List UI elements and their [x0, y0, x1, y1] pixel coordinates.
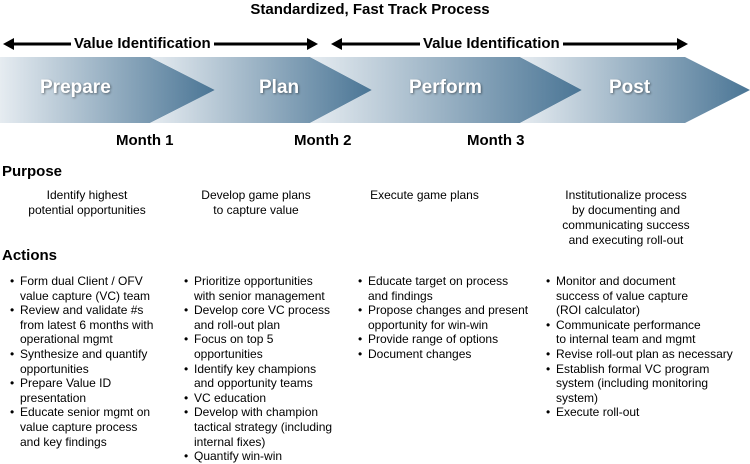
list-item: • Review and validate #s from latest 6 months with operational mgmt	[20, 303, 190, 347]
list-item: • Develop core VC process and roll-out plan	[194, 303, 369, 332]
purpose-prepare: Identify highest potential opportunities	[28, 188, 146, 217]
list-item: • Quantify win-win	[194, 449, 369, 464]
list-item: • Execute roll-out	[556, 405, 750, 420]
list-item: • Monitor and document success of value capture (ROI calculator)	[556, 274, 750, 318]
list-item: • Educate target on process and findings	[368, 274, 553, 303]
actions-list-plan	[181, 274, 369, 464]
actions-heading: Actions	[2, 247, 58, 264]
list-item: • Prepare Value ID presentation	[20, 376, 190, 405]
list-item: • Revise roll-out plan as necessary	[556, 347, 750, 362]
actions-list-prepare	[7, 274, 190, 449]
list-item: • Develop with champion tactical strategy (including internal fixes)	[194, 405, 369, 449]
phase-perform-label: Perform	[409, 77, 482, 98]
list-item: • Identify key champions and opportunity teams	[194, 362, 369, 391]
list-item: • Provide range of options	[368, 332, 553, 347]
list-item: • Form dual Client / OFV value capture (VC) team	[20, 274, 190, 303]
purpose-perform: Execute game plans	[370, 188, 479, 202]
page-title: Standardized, Fast Track Process	[250, 1, 490, 18]
purpose-plan: Develop game plans to capture value	[201, 188, 311, 217]
value-identification-label-1: Value Identification	[71, 35, 214, 52]
list-item: • Synthesize and quantify opportunities	[20, 347, 190, 376]
list-item: • Educate senior mgmt on value capture process and key findings	[20, 405, 190, 449]
list-item: • Communicate performance to internal team and mgmt	[556, 318, 750, 347]
phase-plan-label: Plan	[259, 77, 300, 98]
actions-list-post	[543, 274, 750, 420]
phase-prepare-label: Prepare	[40, 77, 111, 98]
process-chevron-diagram	[0, 0, 750, 130]
month-3-label: Month 3	[467, 132, 525, 149]
month-1-label: Month 1	[116, 132, 174, 149]
list-item: • Propose changes and present opportunity for win-win	[368, 303, 553, 332]
list-item: • Establish formal VC program system (including monitoring system)	[556, 362, 750, 406]
phase-post-label: Post	[609, 77, 651, 98]
month-2-label: Month 2	[294, 132, 352, 149]
list-item: • VC education	[194, 391, 369, 406]
value-identification-label-2: Value Identification	[420, 35, 563, 52]
purpose-post: Institutionalize process by documenting and communicating success and executing roll-out	[562, 188, 690, 247]
actions-list-perform	[355, 274, 553, 362]
list-item: • Focus on top 5 opportunities	[194, 332, 369, 361]
list-item: • Document changes	[368, 347, 553, 362]
list-item: • Prioritize opportunities with senior management	[194, 274, 369, 303]
purpose-heading: Purpose	[2, 163, 63, 180]
